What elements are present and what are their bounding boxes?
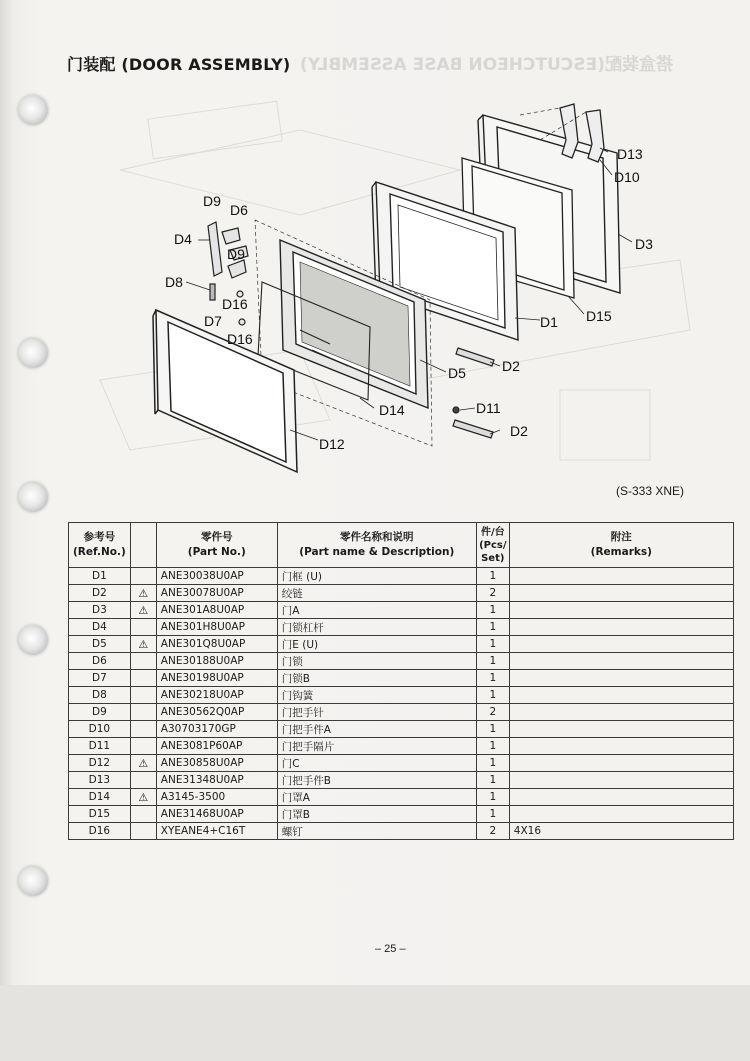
callout-d5: D5 [448,365,466,381]
table-cell-ref: D8 [69,687,131,704]
callout-d1: D1 [540,314,558,330]
table-row [69,823,734,840]
callout-d8: D8 [165,274,183,290]
header-remarks [509,523,733,568]
table-row [69,721,734,738]
table-row [69,653,734,670]
punch-hole [18,625,48,655]
header-remarks-en: (Remarks) [590,546,652,558]
callout-d2: D2 [510,423,528,439]
callout-d7: D7 [204,313,222,329]
table-cell-ref: D11 [69,738,131,755]
table-cell-part-no: ANE30078U0AP [156,585,277,602]
table-cell-qty: 1 [476,653,509,670]
table-cell-qty: 1 [476,789,509,806]
table-cell-description: 门钩簧 [277,687,476,704]
table-cell-qty: 1 [476,721,509,738]
callout-d6: D6 [230,202,248,218]
table-cell-ref: D4 [69,619,131,636]
table-cell-description: 门锁 [277,653,476,670]
table-cell-part-no: ANE30188U0AP [156,653,277,670]
table-cell-qty: 1 [476,772,509,789]
table-cell-remarks [509,585,733,602]
table-cell-ref: D2 [69,585,131,602]
header-ref-en: (Ref.No.) [73,546,126,558]
table-cell-description: 门把手件A [277,721,476,738]
table-cell-remarks [509,602,733,619]
table-cell-ref: D14 [69,789,131,806]
header-part-cn: 零件号 [201,531,233,543]
table-cell-remarks [509,755,733,772]
table-cell-remarks [509,619,733,636]
table-row [69,806,734,823]
callout-d12: D12 [319,436,345,452]
table-cell-safety-mark [130,619,156,636]
table-cell-remarks [509,806,733,823]
table-cell-ref: D15 [69,806,131,823]
page-title: 门装配 (DOOR ASSEMBLY) [67,55,291,74]
table-cell-description: 门E (U) [277,636,476,653]
table-row [69,602,734,619]
header-ref [69,523,131,568]
exploded-diagram [0,0,750,520]
table-cell-ref: D10 [69,721,131,738]
table-row [69,619,734,636]
table-row [69,636,734,653]
table-row [69,755,734,772]
table-cell-remarks: 4X16 [509,823,733,840]
table-cell-description: 门A [277,602,476,619]
table-cell-part-no: ANE301H8U0AP [156,619,277,636]
table-row [69,568,734,585]
table-cell-remarks [509,653,733,670]
header-mark [130,523,156,568]
table-cell-part-no: ANE301Q8U0AP [156,636,277,653]
table-cell-safety-mark [130,704,156,721]
header-desc [277,523,476,568]
table-cell-safety-mark: ⚠ [130,789,156,806]
hinge-parts [453,348,494,438]
table-cell-qty: 1 [476,636,509,653]
table-cell-description: 门锁杠杆 [277,619,476,636]
table-cell-ref: D1 [69,568,131,585]
table-cell-part-no: ANE30218U0AP [156,687,277,704]
table-cell-safety-mark [130,806,156,823]
table-cell-ref: D6 [69,653,131,670]
header-desc-en: (Part name & Description) [299,546,455,558]
table-cell-part-no: ANE30858U0AP [156,755,277,772]
table-cell-qty: 1 [476,738,509,755]
table-cell-qty: 1 [476,568,509,585]
callout-d9: D9 [227,246,245,262]
table-cell-description: 门把手针 [277,704,476,721]
header-qty-en: (Pcs/ [479,539,507,551]
table-cell-qty: 2 [476,704,509,721]
table-cell-description: 门罩A [277,789,476,806]
table-cell-description: 门框 (U) [277,568,476,585]
table-cell-description: 门把手隔片 [277,738,476,755]
header-desc-cn: 零件名称和说明 [340,531,414,543]
callout-d16: D16 [227,331,253,347]
callout-d10: D10 [614,169,640,185]
table-cell-ref: D12 [69,755,131,772]
table-cell-safety-mark [130,738,156,755]
table-cell-qty: 1 [476,755,509,772]
table-cell-description: 绞链 [277,585,476,602]
table-cell-qty: 1 [476,806,509,823]
table-row [69,738,734,755]
table-cell-ref: D16 [69,823,131,840]
table-cell-remarks [509,772,733,789]
bleed-through-text: 搭盒装配(ESCUTCHEON BASE ASSEMBLY) [300,55,673,75]
header-qty-en: Set) [481,552,505,564]
table-cell-part-no: ANE30038U0AP [156,568,277,585]
table-cell-safety-mark [130,653,156,670]
table-row [69,670,734,687]
table-cell-description: 门锁B [277,670,476,687]
header-part-en: (Part No.) [187,546,246,558]
parts-table [68,522,734,840]
table-row [69,789,734,806]
table-cell-ref: D7 [69,670,131,687]
table-cell-remarks [509,687,733,704]
table-cell-part-no: A30703170GP [156,721,277,738]
callout-d16: D16 [222,296,248,312]
header-part [156,523,277,568]
header-qty-cn: 件/台 [480,526,505,538]
callout-d9: D9 [203,193,221,209]
table-cell-safety-mark: ⚠ [130,636,156,653]
table-cell-remarks [509,636,733,653]
table-cell-safety-mark [130,823,156,840]
table-cell-remarks [509,789,733,806]
table-cell-part-no: ANE31468U0AP [156,806,277,823]
table-cell-qty: 1 [476,687,509,704]
table-cell-remarks [509,704,733,721]
table-cell-safety-mark [130,772,156,789]
table-row [69,687,734,704]
table-cell-part-no: A3145-3500 [156,789,277,806]
header-ref-cn: 参考号 [83,531,116,543]
callout-d14: D14 [379,402,405,418]
table-row [69,704,734,721]
table-cell-safety-mark [130,568,156,585]
callout-d2: D2 [502,358,520,374]
table-cell-description: 门C [277,755,476,772]
table-cell-part-no: ANE30562Q0AP [156,704,277,721]
table-cell-remarks [509,568,733,585]
table-cell-safety-mark [130,721,156,738]
table-cell-description: 门罩B [277,806,476,823]
table-cell-part-no: ANE301A8U0AP [156,602,277,619]
table-cell-description: 门把手件B [277,772,476,789]
callout-d11: D11 [476,400,501,416]
table-cell-part-no: ANE30198U0AP [156,670,277,687]
table-cell-qty: 2 [476,585,509,602]
callout-d15: D15 [586,308,612,324]
table-cell-safety-mark [130,687,156,704]
table-cell-qty: 1 [476,602,509,619]
table-cell-remarks [509,738,733,755]
header-remarks-cn: 附注 [610,531,632,543]
table-cell-part-no: ANE3081P60AP [156,738,277,755]
table-cell-part-no: XYEANE4+C16T [156,823,277,840]
table-cell-safety-mark: ⚠ [130,602,156,619]
callout-d4: D4 [174,231,192,247]
table-cell-safety-mark [130,670,156,687]
table-row [69,585,734,602]
table-header-row [69,523,734,568]
table-row [69,772,734,789]
table-cell-remarks [509,721,733,738]
table-cell-part-no: ANE31348U0AP [156,772,277,789]
table-cell-qty: 1 [476,670,509,687]
table-cell-ref: D3 [69,602,131,619]
model-code: (S-333 XNE) [616,484,685,498]
door-c-frame [153,310,297,472]
scan-bottom-band [0,985,750,1061]
table-cell-ref: D13 [69,772,131,789]
punch-hole [18,866,48,896]
table-cell-safety-mark: ⚠ [130,755,156,772]
table-cell-description: 螺钉 [277,823,476,840]
callout-d13: D13 [617,146,643,162]
callout-d3: D3 [635,236,653,252]
table-cell-ref: D5 [69,636,131,653]
table-cell-safety-mark: ⚠ [130,585,156,602]
table-cell-qty: 1 [476,619,509,636]
page-number: – 25 – [375,943,406,955]
table-cell-remarks [509,670,733,687]
table-cell-ref: D9 [69,704,131,721]
header-qty [476,523,509,568]
table-cell-qty: 2 [476,823,509,840]
